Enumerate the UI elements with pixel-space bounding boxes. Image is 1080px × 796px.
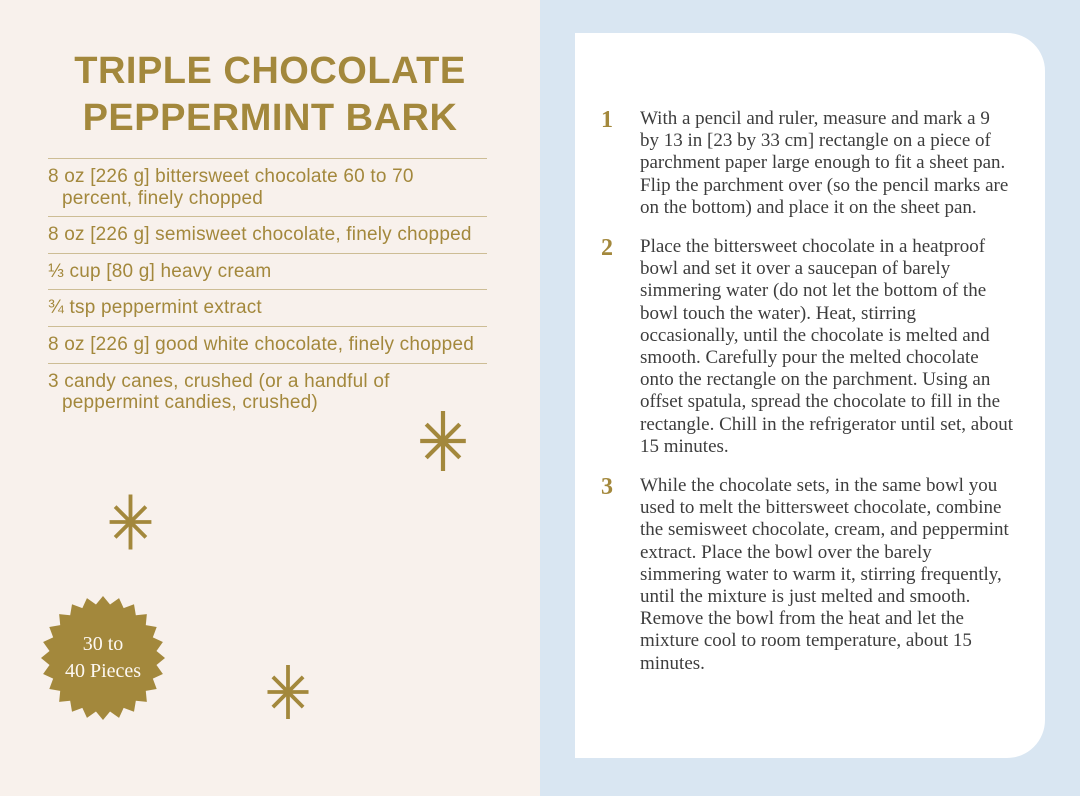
step-text: Place the bittersweet chocolate in a heatproof bowl and set it over a saucepan of barely simmering water (do not let the bottom of the bowl touch the water). Heat, stirring occasionally, until the chocolate is melted and smooth. Carefully pour the melted chocolate onto the rectangle on the parchment. Using an offset spatula, spread the chocolate to fill in the rectangle. Chill in the refrigerator until set, about 15 minutes. bbox=[640, 236, 1014, 457]
step-3 bbox=[601, 475, 1013, 675]
recipe-title bbox=[20, 48, 520, 142]
recipe-title-line1: TRIPLE CHOCOLATE bbox=[74, 50, 466, 92]
step-text: While the chocolate sets, in the same bowl you used to melt the bittersweet chocolate, combine the semisweet chocolate, cream, and peppermint extract. Place the bowl over the barely simmering water to warm it, stirring frequently, until the mixture is just melted and smooth. Remove the bowl from the heat and let the mixture cool to room temperature, about 15 minutes. bbox=[640, 475, 1009, 674]
recipe-title-line2: PEPPERMINT BARK bbox=[82, 97, 458, 139]
ingredient-item: 8 oz [226 g] bittersweet chocolate 60 to 70 percent, finely chopped bbox=[48, 158, 487, 216]
sparkle-icon bbox=[413, 408, 473, 474]
step-2 bbox=[601, 236, 1013, 458]
ingredient-item: ⅓ cup [80 g] heavy cream bbox=[48, 253, 487, 290]
ingredient-item: 3 candy canes, crushed (or a handful of peppermint candies, crushed) bbox=[48, 363, 487, 421]
ingredient-list bbox=[48, 158, 487, 421]
step-1 bbox=[601, 108, 1013, 219]
ingredient-item: 8 oz [226 g] good white chocolate, finely chopped bbox=[48, 326, 487, 363]
yield-line1: 30 to bbox=[82, 633, 124, 655]
sparkle-icon bbox=[261, 663, 315, 721]
sparkle-icon bbox=[103, 492, 158, 552]
yield-badge-label bbox=[41, 596, 165, 720]
yield-line2: 40 Pieces bbox=[64, 660, 142, 682]
step-number: 3 bbox=[601, 474, 613, 501]
step-text: With a pencil and ruler, measure and mark a 9 by 13 in [23 by 33 cm] rectangle on a piece of parchment paper large enough to fit a sheet pan. Flip the parchment over (so the pencil marks are on the bottom) and place it on the sheet pan. bbox=[640, 108, 1009, 218]
ingredient-item: ¾ tsp peppermint extract bbox=[48, 289, 487, 326]
step-number: 2 bbox=[601, 235, 613, 262]
instructions-panel bbox=[540, 0, 1080, 796]
step-number: 1 bbox=[601, 107, 613, 133]
yield-badge bbox=[41, 596, 165, 720]
instructions-card bbox=[575, 33, 1045, 758]
ingredient-item: 8 oz [226 g] semisweet chocolate, finely chopped bbox=[48, 216, 487, 253]
